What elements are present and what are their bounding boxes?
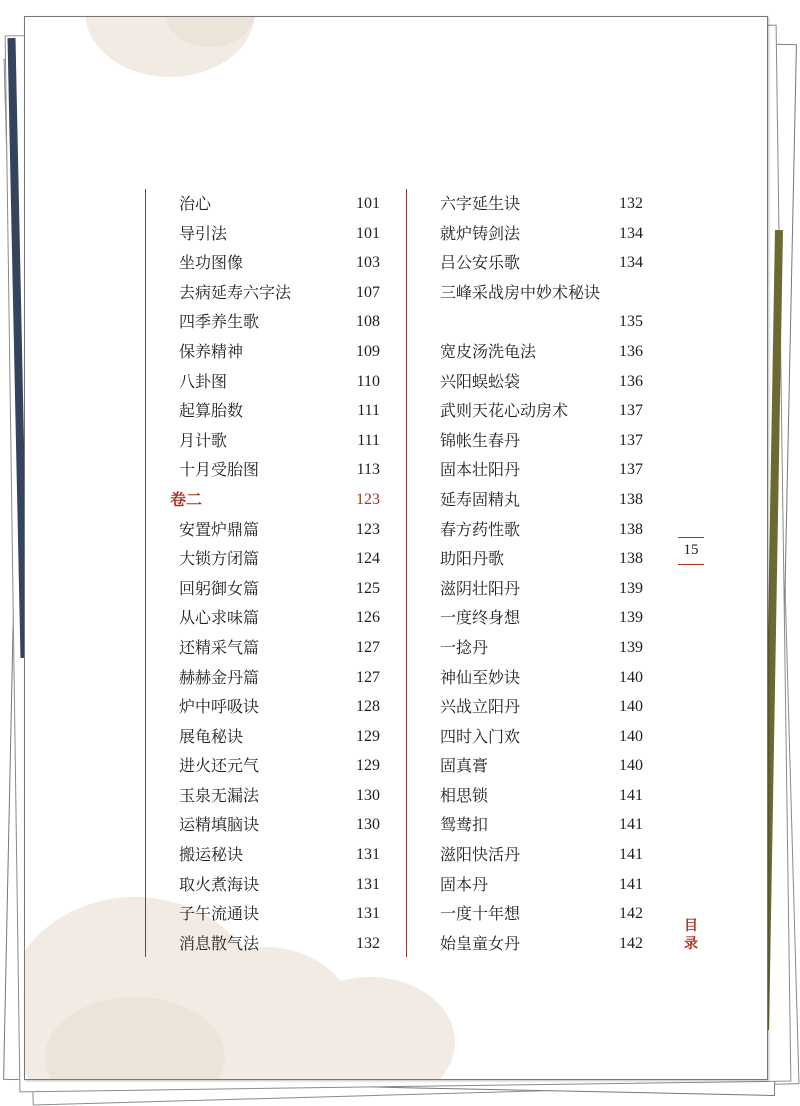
toc-entry-title: 起算胎数 xyxy=(179,401,244,421)
toc-entry[interactable] xyxy=(146,663,384,693)
toc-entry-title: 大锁方闭篇 xyxy=(179,549,260,569)
toc-entry-title: 搬运秘诀 xyxy=(179,845,244,865)
toc-entry-title: 十月受胎图 xyxy=(179,460,260,480)
toc-entry-page: 136 xyxy=(619,372,643,390)
toc-entry-title: 还精采气篇 xyxy=(179,637,260,657)
toc-entry-page: 140 xyxy=(619,698,643,716)
toc-entry-title: 进火还元气 xyxy=(179,756,260,776)
toc-entry[interactable] xyxy=(146,367,384,397)
toc-entry-title: 保养精神 xyxy=(179,341,244,361)
toc-section-heading[interactable] xyxy=(146,485,384,515)
toc-entry-title: 一度终身想 xyxy=(440,608,521,628)
toc-entry[interactable] xyxy=(146,426,384,456)
running-title: 目录 xyxy=(684,918,698,952)
toc-entry-title: 吕公安乐歌 xyxy=(440,253,521,273)
toc-entry-title: 三峰采战房中妙术秘诀 xyxy=(440,282,601,302)
toc-entry-title: 导引法 xyxy=(179,223,228,243)
toc-entry[interactable] xyxy=(407,929,647,959)
toc-page xyxy=(24,16,768,1080)
toc-entry[interactable] xyxy=(407,870,647,900)
toc-entry-page: 131 xyxy=(356,905,380,923)
toc-entry-page: 141 xyxy=(619,846,643,864)
toc-entry-page: 110 xyxy=(356,372,380,390)
toc-entry-page: 108 xyxy=(356,313,380,331)
toc-entry-page: 136 xyxy=(619,342,643,360)
toc-entry-title: 兴战立阳丹 xyxy=(440,697,521,717)
toc-entry[interactable] xyxy=(146,633,384,663)
toc-entry-page: 101 xyxy=(356,195,380,212)
toc-entry[interactable] xyxy=(407,663,647,693)
toc-entry-page: 137 xyxy=(619,431,643,449)
toc-entry[interactable] xyxy=(146,870,384,900)
toc-entry[interactable] xyxy=(146,781,384,811)
toc-entry[interactable] xyxy=(407,899,647,929)
toc-entry[interactable] xyxy=(407,426,647,456)
toc-entry-page: 142 xyxy=(619,905,643,923)
toc-entry[interactable] xyxy=(407,396,647,426)
toc-entry-page: 140 xyxy=(619,757,643,775)
toc-entry-page: 140 xyxy=(619,727,643,745)
toc-entry-page: 125 xyxy=(356,579,380,597)
toc-entry-page: 131 xyxy=(356,846,380,864)
toc-entry-title: 消息散气法 xyxy=(179,933,260,953)
toc-entry-title: 助阳丹歌 xyxy=(440,549,505,569)
toc-entry[interactable] xyxy=(146,751,384,781)
toc-entry-title: 鸳鸯扣 xyxy=(440,815,489,835)
toc-entry[interactable] xyxy=(146,515,384,545)
toc-entry-title: 安置炉鼎篇 xyxy=(179,519,260,539)
toc-entry-title: 固真膏 xyxy=(440,756,489,776)
toc-left-column xyxy=(145,189,384,957)
toc-entry-title: 锦帐生春丹 xyxy=(440,430,521,450)
toc-entry-page: 123 xyxy=(356,490,380,508)
toc-entry-page: 138 xyxy=(619,550,643,568)
toc-entry[interactable] xyxy=(146,278,384,308)
toc-entry-page: 126 xyxy=(356,609,380,627)
toc-entry[interactable] xyxy=(146,396,384,426)
toc-entry-page: 139 xyxy=(619,579,643,597)
toc-entry[interactable] xyxy=(146,307,384,337)
toc-entry[interactable] xyxy=(407,692,647,722)
toc-entry-title: 去病延寿六字法 xyxy=(179,282,292,302)
toc-entry[interactable] xyxy=(407,781,647,811)
toc-entry[interactable] xyxy=(146,544,384,574)
toc-entry-page: 141 xyxy=(619,816,643,834)
toc-entry-page: 134 xyxy=(619,254,643,272)
toc-entry-page: 141 xyxy=(619,786,643,804)
toc-entry-page: 140 xyxy=(619,668,643,686)
toc-entry-page: 138 xyxy=(619,490,643,508)
toc-entry-title: 四时入门欢 xyxy=(440,726,521,746)
toc-entry-page: 137 xyxy=(619,461,643,479)
toc-entry[interactable] xyxy=(407,515,647,545)
toc-entry-title: 一度十年想 xyxy=(440,904,521,924)
toc-entry-page: 129 xyxy=(356,757,380,775)
toc-entry-title: 延寿固精丸 xyxy=(440,489,521,509)
toc-entry[interactable] xyxy=(146,248,384,278)
toc-entry[interactable] xyxy=(146,929,384,959)
page-number: 15 xyxy=(678,537,704,565)
toc-entry-page: 139 xyxy=(619,638,643,656)
toc-entry-title: 固本壮阳丹 xyxy=(440,460,521,480)
toc-entry[interactable] xyxy=(407,219,647,249)
toc-entry-title: 赫赫金丹篇 xyxy=(179,667,260,687)
toc-entry-title: 运精填脑诀 xyxy=(179,815,260,835)
toc-entry-title: 回躬御女篇 xyxy=(179,578,260,598)
toc-entry-page: 107 xyxy=(356,283,380,301)
toc-entry-page: 130 xyxy=(356,816,380,834)
toc-entry-page: 101 xyxy=(356,224,380,242)
toc-entry-page: 124 xyxy=(356,550,380,568)
toc-right-column xyxy=(406,189,647,957)
toc-entry[interactable] xyxy=(146,840,384,870)
toc-entry-title: 兴阳蜈蚣袋 xyxy=(440,371,521,391)
toc-entry-title: 从心求味篇 xyxy=(179,608,260,628)
toc-entry-page: 111 xyxy=(357,402,380,420)
toc-entry[interactable] xyxy=(407,307,647,337)
toc-entry-page: 132 xyxy=(619,195,643,212)
toc-entry[interactable] xyxy=(407,603,647,633)
toc-entry[interactable] xyxy=(146,810,384,840)
toc-entry-page: 127 xyxy=(356,638,380,656)
toc-entry-page: 137 xyxy=(619,402,643,420)
toc-entry[interactable] xyxy=(146,603,384,633)
toc-entry-page: 131 xyxy=(356,875,380,893)
toc-entry-title: 宽皮汤洗龟法 xyxy=(440,341,537,361)
toc-entry-title: 神仙至妙诀 xyxy=(440,667,521,687)
toc-entry[interactable] xyxy=(146,219,384,249)
toc-entry-title: 坐功图像 xyxy=(179,253,244,273)
toc-entry-title: 固本丹 xyxy=(440,874,489,894)
toc-entry-page: 128 xyxy=(356,698,380,716)
toc-entry-page: 141 xyxy=(619,875,643,893)
toc-entry-title: 就炉铸剑法 xyxy=(440,223,521,243)
toc-entry-page: 111 xyxy=(357,431,380,449)
toc-entry[interactable] xyxy=(146,455,384,485)
toc-entry[interactable] xyxy=(407,337,647,367)
toc-entry-title: 滋阳快活丹 xyxy=(440,845,521,865)
toc-entry[interactable] xyxy=(407,722,647,752)
toc-entry[interactable] xyxy=(407,633,647,663)
toc-entry[interactable] xyxy=(407,544,647,574)
toc-entry[interactable] xyxy=(407,278,647,308)
toc-entry-title: 展龟秘诀 xyxy=(179,726,244,746)
toc-entry[interactable] xyxy=(146,574,384,604)
toc-entry-page: 109 xyxy=(356,342,380,360)
toc-entry-page: 129 xyxy=(356,727,380,745)
toc-entry-title: 始皇童女丹 xyxy=(440,933,521,953)
toc-entry[interactable] xyxy=(146,899,384,929)
toc-entry-title: 相思锁 xyxy=(440,785,489,805)
toc-entry-page: 138 xyxy=(619,520,643,538)
toc-entry-page: 123 xyxy=(356,520,380,538)
toc-entry-title: 治心 xyxy=(179,194,212,213)
toc-entry-title: 一捻丹 xyxy=(440,637,489,657)
toc-entry-page: 127 xyxy=(356,668,380,686)
toc-entry[interactable] xyxy=(407,367,647,397)
toc-entry[interactable] xyxy=(407,840,647,870)
toc-entry-title: 滋阴壮阳丹 xyxy=(440,578,521,598)
toc-entry-title: 六字延生诀 xyxy=(440,194,521,213)
toc-entry-page: 130 xyxy=(356,786,380,804)
toc-entry[interactable] xyxy=(146,692,384,722)
toc-entry-title: 四季养生歌 xyxy=(179,312,260,332)
toc-entry-title: 卷二 xyxy=(170,489,203,509)
toc-entry[interactable] xyxy=(407,189,647,219)
toc-entry[interactable] xyxy=(146,337,384,367)
toc-entry-page: 142 xyxy=(619,934,643,952)
toc-entry[interactable] xyxy=(407,751,647,781)
toc-entry-title: 玉泉无漏法 xyxy=(179,785,260,805)
toc-entry[interactable] xyxy=(146,189,384,219)
toc-entry[interactable] xyxy=(407,248,647,278)
toc-entry-page: 134 xyxy=(619,224,643,242)
toc-entry-page: 113 xyxy=(356,461,380,479)
toc-entry-page: 132 xyxy=(356,934,380,952)
toc-entry[interactable] xyxy=(407,455,647,485)
toc-entry-title: 武则天花心动房术 xyxy=(440,401,569,421)
toc-entry[interactable] xyxy=(407,574,647,604)
toc-entry[interactable] xyxy=(407,810,647,840)
toc-entry-title: 子午流通诀 xyxy=(179,904,260,924)
toc-entry-title: 八卦图 xyxy=(179,371,228,391)
toc-entry-page: 139 xyxy=(619,609,643,627)
toc-entry-page: 135 xyxy=(619,313,643,331)
toc-entry-title: 炉中呼吸诀 xyxy=(179,697,260,717)
toc-entry-title: 春方药性歌 xyxy=(440,519,521,539)
toc-entry-title: 取火煮海诀 xyxy=(179,874,260,894)
toc-entry[interactable] xyxy=(146,722,384,752)
toc-entry-title: 月计歌 xyxy=(179,430,228,450)
toc-entry[interactable] xyxy=(407,485,647,515)
toc-entry-page: 103 xyxy=(356,254,380,272)
